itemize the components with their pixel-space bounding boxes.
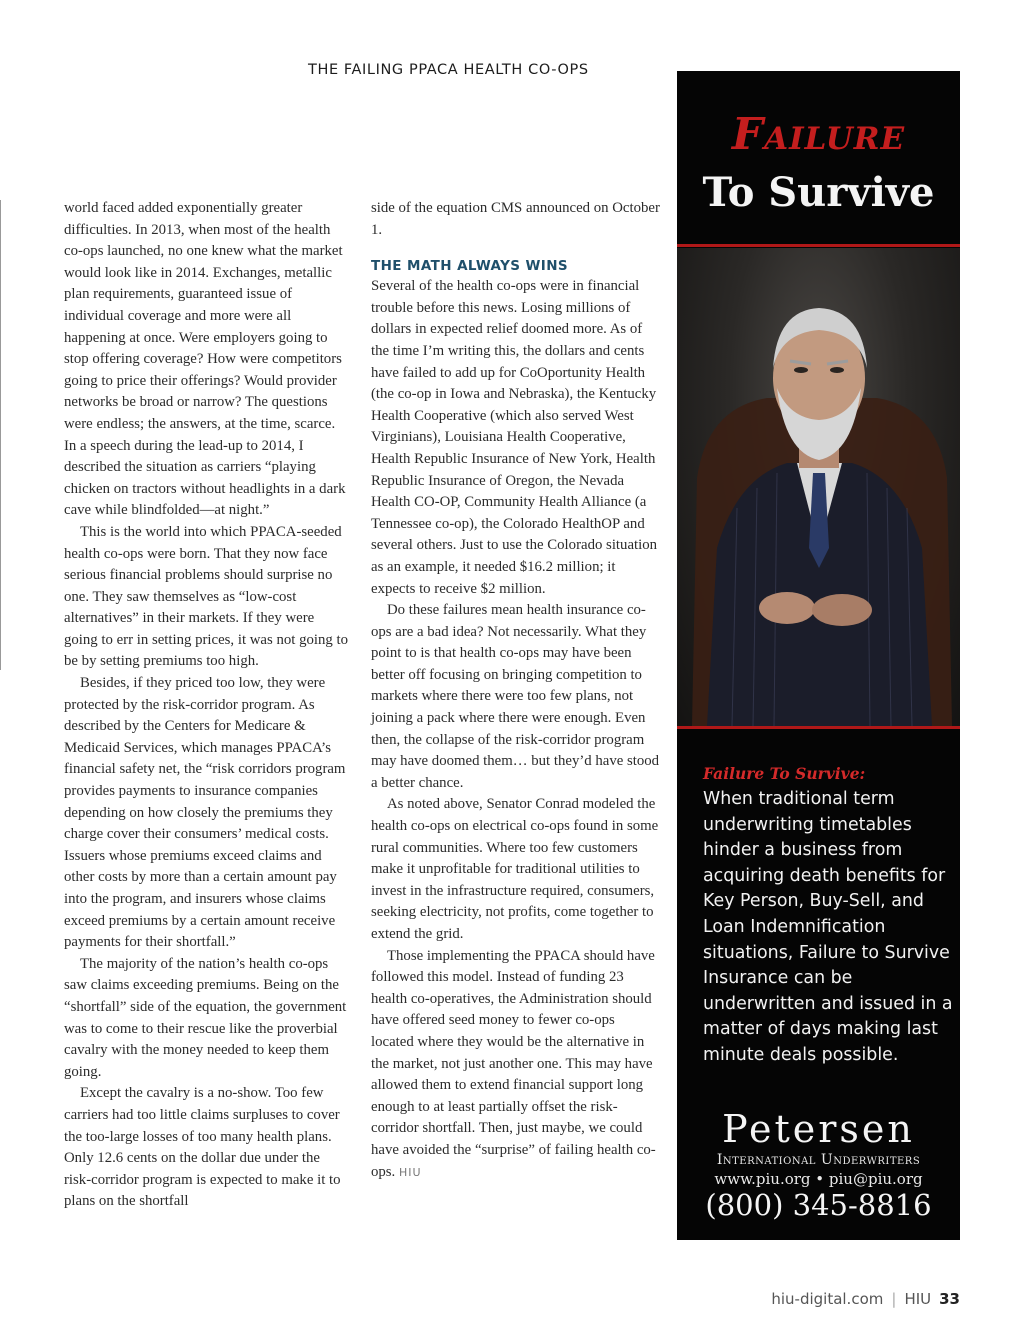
page-edge-line bbox=[0, 200, 1, 670]
ad-divider bbox=[677, 726, 960, 729]
section-subhead: THE MATH ALWAYS WINS bbox=[371, 258, 569, 275]
ad-title-line2: To Survive bbox=[702, 169, 935, 216]
page-number: 33 bbox=[939, 1290, 960, 1308]
article-column-2 bbox=[371, 198, 661, 1183]
end-mark: HIU bbox=[398, 1165, 422, 1179]
ad-company-subtitle: International Underwriters bbox=[716, 1152, 921, 1168]
paragraph: The majority of the nation’s health co-ops saw claims exceeding premiums. Being on the “shortfall” side of the equation, the government was to come to their rescue like the proverbial cavalry with the money needed to keep them going. bbox=[64, 955, 347, 1080]
footer-site[interactable]: hiu-digital.com bbox=[771, 1290, 884, 1308]
ad-divider bbox=[677, 244, 960, 247]
advertisement[interactable] bbox=[677, 71, 960, 1240]
paragraph: Do these failures mean health insurance co-ops are a bad idea? Not necessarily. What they point to is that health co-ops may have been better off focusing on bringing competition to markets where there were too few plans, not joining a pack where there were enough. Even then, the collapse of the risk-corridor program may have doomed them… but they’d have stood a better chance. bbox=[371, 602, 660, 791]
paragraph: Several of the health co-ops were in financial trouble before this news. Losing millions of dollars in expected relief doomed more. As of the time I’m writing this, the dollars and cents have failed to add up for CoOportunity Health (the co-op in Iowa and Nebraska), the Kentucky Health Cooperative (which also served West Virginians), Louisiana Health Cooperative, Health Republic Insurance of New York, Health Republic Insurance of Oregon, the Nevada Health CO-OP, Community Health Alliance (a Tennessee co-op), the Colorado HealthOP and several others. Just to use the Colorado situation as an example, it needed $16.2 million; it expects to receive $2 million. bbox=[371, 278, 658, 597]
article-column-1 bbox=[64, 198, 350, 1213]
paragraph: Except the cavalry is a no-show. Too few carriers had too little claims surpluses to cover the too-large losses of too many health plans. Only 12.6 cents on the dollar due under the risk-corridor program is expected to make it to plans on the shortfall bbox=[64, 1085, 341, 1210]
paragraph bbox=[371, 946, 661, 1184]
running-head: THE FAILING PPACA HEALTH CO-OPS bbox=[308, 62, 589, 78]
paragraph: This is the world into which PPACA-seeded health co-ops were born. That they now face serious financial problems should surprise no one. They saw themselves as “low-cost alternatives” in their markets. If they were going to err in setting prices, it was not going to be by setting premiums too high. bbox=[64, 523, 348, 670]
paragraph: side of the equation CMS announced on October 1. bbox=[371, 200, 660, 238]
paragraph: world faced added exponentially greater difficulties. In 2013, when most of the health co-ops launched, no one knew what the market would look like in 2014. Exchanges, metallic plan requirements, guaranteed issue of individual coverage and more were all happening at once. Were employers going to stop offering coverage? How were competitors going to price their offerings? Would provider networks be broad or narrow? The questions were endless; the answers, at the time, scarce. In a speech during the lead-up to 2014, I described the situation as carriers “playing chicken on tractors without headlights in a dark cave while blindfolded—at night.” bbox=[64, 200, 346, 519]
ad-company-name: Petersen bbox=[722, 1107, 915, 1151]
ad-title-line1: Failure bbox=[731, 109, 906, 160]
footer-magazine: HIU bbox=[904, 1290, 932, 1308]
ad-body-lead: Failure To Survive: bbox=[703, 764, 866, 783]
portrait-illustration bbox=[677, 248, 960, 726]
paragraph-text: Those implementing the PPACA should have followed this model. Instead of funding 23 health co-operatives, the Administration should have offered seed money to fewer co-ops located where they would be the alternative in the market, not just another one. This may have allowed them to extend financial support long enough to at least partially offset the risk-corridor shortfall. Then, just maybe, we could have avoided the “surprise” of failing health co-ops. bbox=[371, 947, 656, 1180]
ad-body-text: When traditional term underwriting timetables hinder a business from acquiring death benefits for Key Person, Buy-Sell, and Loan Indemnification situations, Failure to Survive Insurance can be underwritten and issued in a matter of days making last minute deals possible. bbox=[703, 789, 953, 1065]
footer-separator: | bbox=[891, 1290, 897, 1308]
paragraph: Besides, if they priced too low, they were protected by the risk-corridor program. As described by the Centers for Medicare & Medicaid Services, which manages PPACA’s financial safety net, the “risk corridors program provides payments to insurance companies depending on how closely the premiums they charge cover their consumers’ medical costs. Issuers whose premiums exceed claims and other costs by more than a certain amount pay into the program, and insurers whose claims exceed premiums by a certain amount receive payments for their shortfall.” bbox=[64, 675, 346, 951]
paragraph: As noted above, Senator Conrad modeled the health co-ops on electrical co-ops found in some rural communities. Where too few customers make it unprofitable for traditional utilities to invest in the infrastructure required, consumers, seeking electricity, not profits, come together to extend the grid. bbox=[371, 796, 659, 942]
ad-contact-links[interactable]: www.piu.org • piu@piu.org bbox=[714, 1170, 923, 1188]
page-footer bbox=[771, 1290, 960, 1308]
ad-phone-number[interactable]: (800) 345-8816 bbox=[705, 1188, 932, 1222]
ad-portrait-image bbox=[677, 248, 960, 726]
